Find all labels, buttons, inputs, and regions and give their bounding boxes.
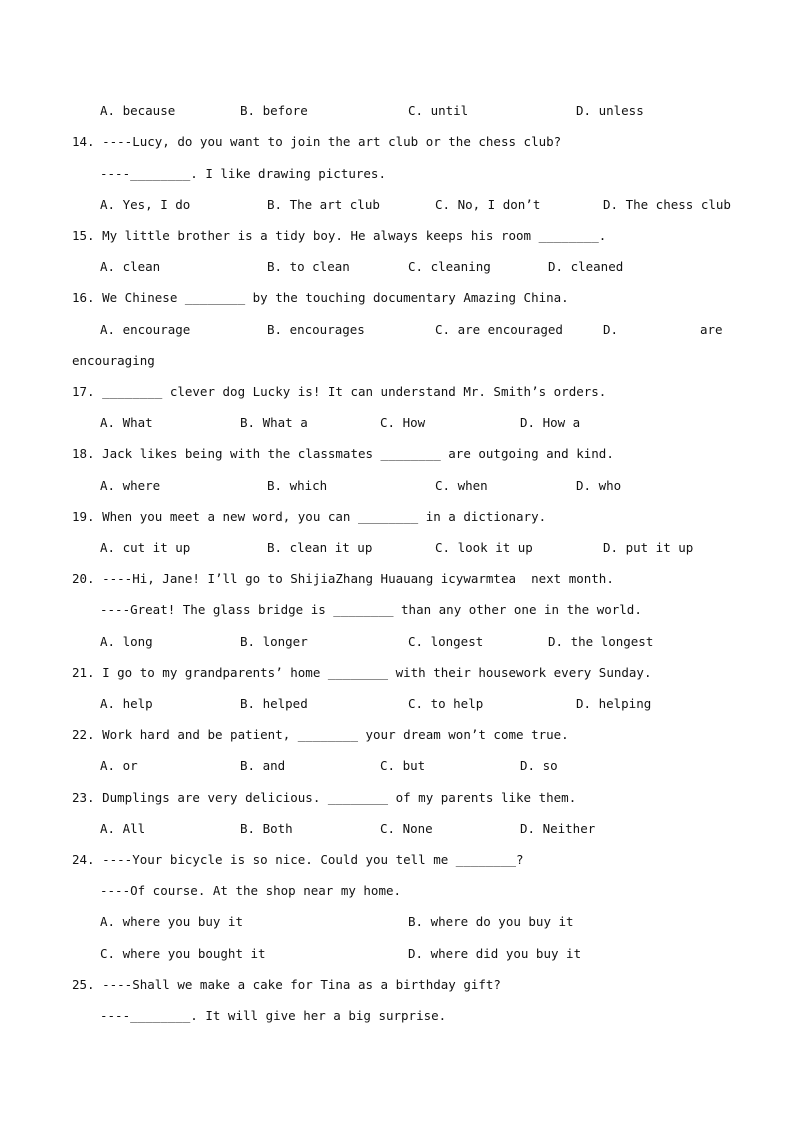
option-d: D. put it up [603,540,694,555]
option-d-text: are [700,322,723,337]
option-d: D. so [520,758,558,773]
question-25: 25. ----Shall we make a cake for Tina as a birthday gift? [72,977,501,992]
option-c: C. but [380,758,426,773]
option-d: D. The chess club [603,197,731,212]
option-d: D. unless [576,103,644,118]
option-c: C. until [408,103,469,118]
option-b: B. encourages [267,322,365,337]
option-d: D. the longest [548,634,654,649]
option-d: D. How a [520,415,581,430]
question-15: 15. My little brother is a tidy boy. He always keeps his room ________. [72,228,607,243]
option-b: B. and [240,758,286,773]
option-c: C. to help [408,696,484,711]
option-c: C. longest [408,634,484,649]
option-b: B. helped [240,696,308,711]
option-a: A. All [100,821,146,836]
option-a: A. Yes, I do [100,197,191,212]
option-c: C. None [380,821,433,836]
question-24-reply: ----Of course. At the shop near my home. [100,883,402,898]
question-17: 17. ________ clever dog Lucky is! It can understand Mr. Smith’s orders. [72,384,607,399]
question-21: 21. I go to my grandparents’ home ________ with their housework every Sunday. [72,665,652,680]
option-a: A. because [100,103,176,118]
option-b: B. to clean [267,259,350,274]
option-c: C. where you bought it [100,946,266,961]
option-d: D. helping [576,696,652,711]
option-b: B. clean it up [267,540,373,555]
question-22: 22. Work hard and be patient, ________ your dream won’t come true. [72,727,569,742]
option-d: D. [603,322,619,337]
option-c: C. when [435,478,488,493]
option-b: B. What a [240,415,308,430]
option-b: B. Both [240,821,293,836]
option-d: D. cleaned [548,259,624,274]
option-b: B. The art club [267,197,380,212]
option-a: A. long [100,634,153,649]
option-d: D. where did you buy it [408,946,582,961]
question-14: 14. ----Lucy, do you want to join the art club or the chess club? [72,134,562,149]
option-d: D. Neither [520,821,596,836]
option-a: A. help [100,696,153,711]
question-16: 16. We Chinese ________ by the touching documentary Amazing China. [72,290,569,305]
question-23: 23. Dumplings are very delicious. ________ of my parents like them. [72,790,577,805]
option-c: C. look it up [435,540,533,555]
option-b: B. where do you buy it [408,914,574,929]
question-19: 19. When you meet a new word, you can ________ in a dictionary. [72,509,547,524]
option-b: B. longer [240,634,308,649]
option-c: C. No, I don’t [435,197,541,212]
option-b: B. which [267,478,328,493]
option-a: A. clean [100,259,161,274]
option-c: C. cleaning [408,259,491,274]
option-a: A. cut it up [100,540,191,555]
option-d-text-wrap: encouraging [72,353,155,368]
option-c: C. are encouraged [435,322,563,337]
question-20: 20. ----Hi, Jane! I’ll go to ShijiaZhang Huauang icywarmtea next month. [72,571,614,586]
option-a: A. or [100,758,138,773]
question-18: 18. Jack likes being with the classmates ________ are outgoing and kind. [72,446,614,461]
question-24: 24. ----Your bicycle is so nice. Could you tell me ________? [72,852,524,867]
question-20-reply: ----Great! The glass bridge is ________ than any other one in the world. [100,602,642,617]
option-a: A. where [100,478,161,493]
question-25-reply: ----________. It will give her a big surprise. [100,1008,447,1023]
option-c: C. How [380,415,426,430]
question-14-reply: ----________. I like drawing pictures. [100,166,386,181]
option-a: A. where you buy it [100,914,243,929]
option-a: A. What [100,415,153,430]
option-b: B. before [240,103,308,118]
option-d: D. who [576,478,622,493]
option-a: A. encourage [100,322,191,337]
